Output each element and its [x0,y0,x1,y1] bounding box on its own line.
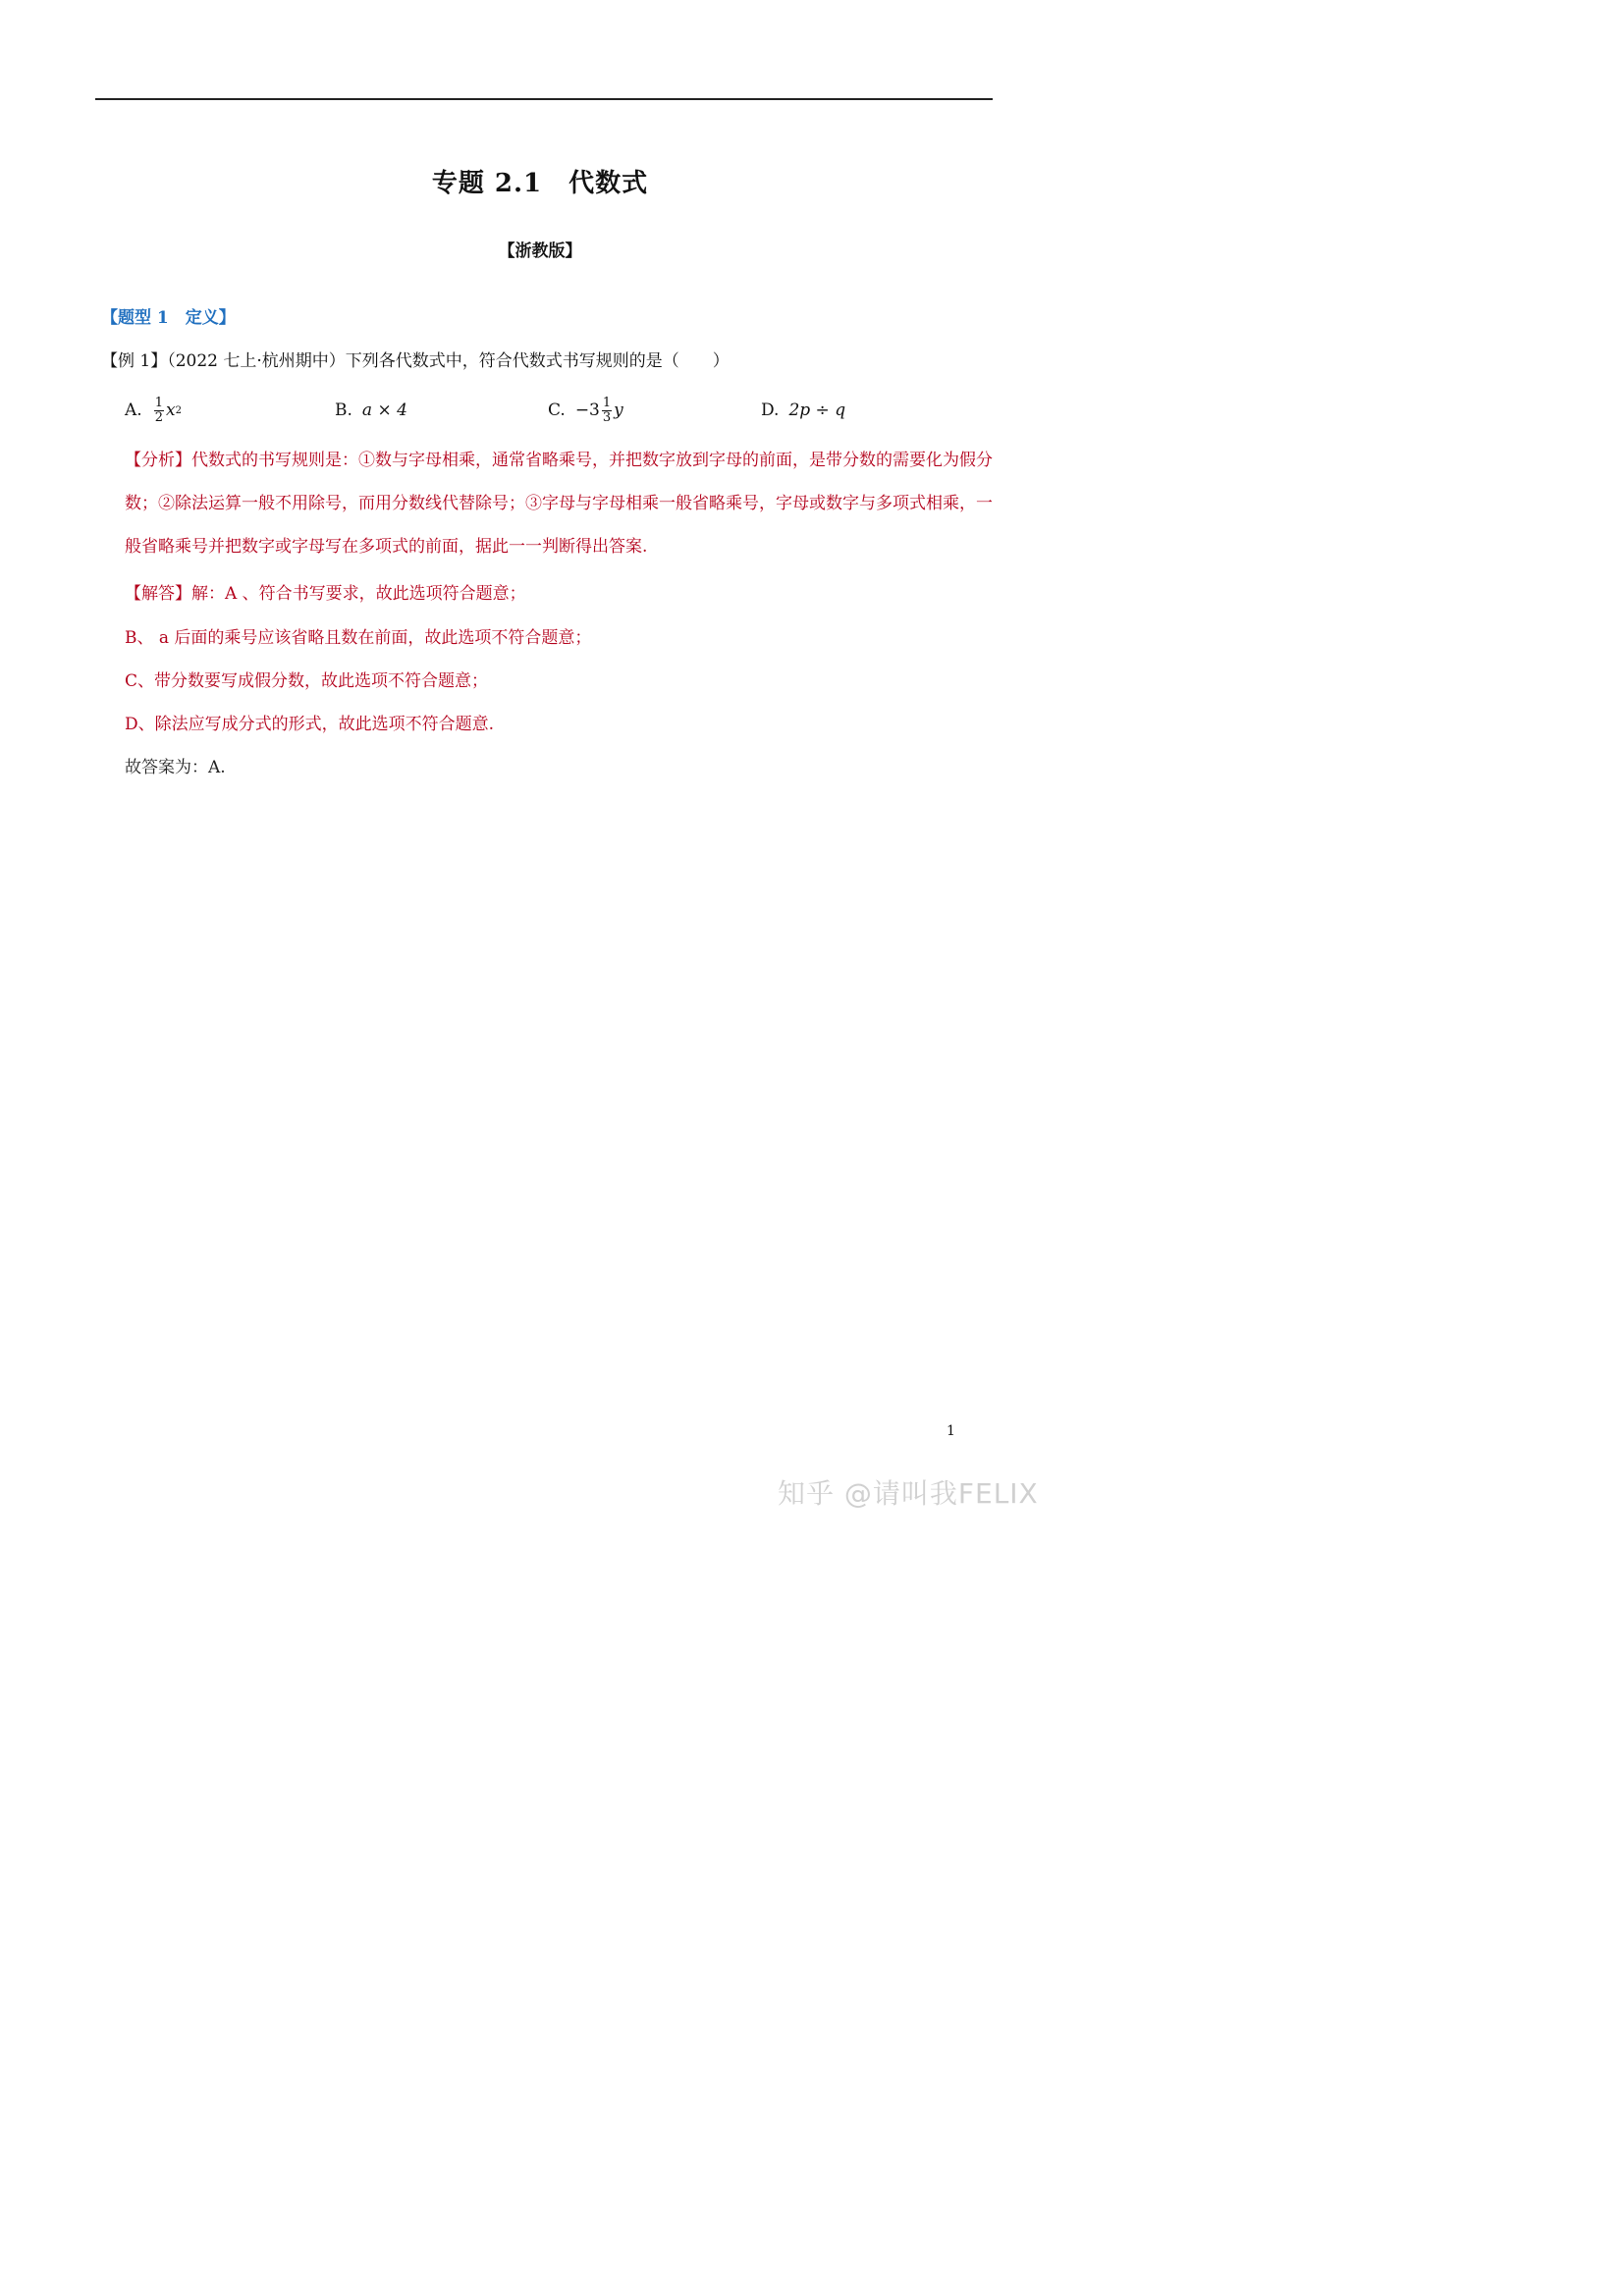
page-title: 专题 2.1 代数式 [431,169,649,198]
edition-subtitle: 【浙教版】 [498,241,582,261]
option-c-fraction [602,397,612,425]
answer-options [0,389,1080,436]
option-d [761,389,845,432]
solution-line-d: D、除法应写成分式的形式，故此选项不符合题意. [125,715,495,734]
option-a-letter: A. [125,400,142,420]
question-text: 【例 1】（2022 七上·杭州期中）下列各代数式中，符合代数式书写规则的是（ ） [101,351,730,371]
option-a-variable: x [165,400,176,420]
solution-line-b: B、 a 后面的乘号应该省略且数在前面，故此选项不符合题意； [125,628,592,648]
option-a-exponent: 2 [175,404,182,416]
option-c-letter: C. [548,400,566,420]
option-b [335,389,407,432]
option-c-numerator: 1 [602,395,612,410]
option-d-expression: 2p ÷ q [788,400,846,420]
header-rule [95,98,993,100]
option-d-letter: D. [761,400,780,420]
option-a-denominator: 2 [154,409,163,425]
option-a-numerator: 1 [154,395,163,410]
option-a-fraction [154,397,164,425]
option-c-whole: −3 [574,400,600,420]
option-c-denominator: 3 [602,409,612,425]
option-b-expression: a × 4 [361,400,407,420]
analysis-paragraph: 【分析】代数式的书写规则是：①数与字母相乘，通常省略乘号，并把数字放到字母的前面，是带分数的需要化为假分数；②除法运算一般不用除号，而用分数线代替除号；③字母与字母相乘一般省略乘号，字母或数字与多项式相乘，一般省略乘号并把数字或字母写在多项式的前面，据此一一判断得出答案. [125,451,993,557]
option-c-variable: y [614,400,623,420]
option-b-letter: B. [335,400,352,420]
option-c [548,389,623,432]
section-heading: 【题型 1 定义】 [101,308,236,328]
option-a [125,389,182,432]
page-number: 1 [947,1423,955,1439]
solution-line-a: 【解答】解：A 、符合书写要求，故此选项符合题意； [125,584,526,604]
final-answer: 故答案为：A. [125,758,226,777]
solution-line-c: C、带分数要写成假分数，故此选项不符合题意； [125,671,489,691]
watermark-text: 知乎 @请叫我FELIX [778,1477,1039,1510]
